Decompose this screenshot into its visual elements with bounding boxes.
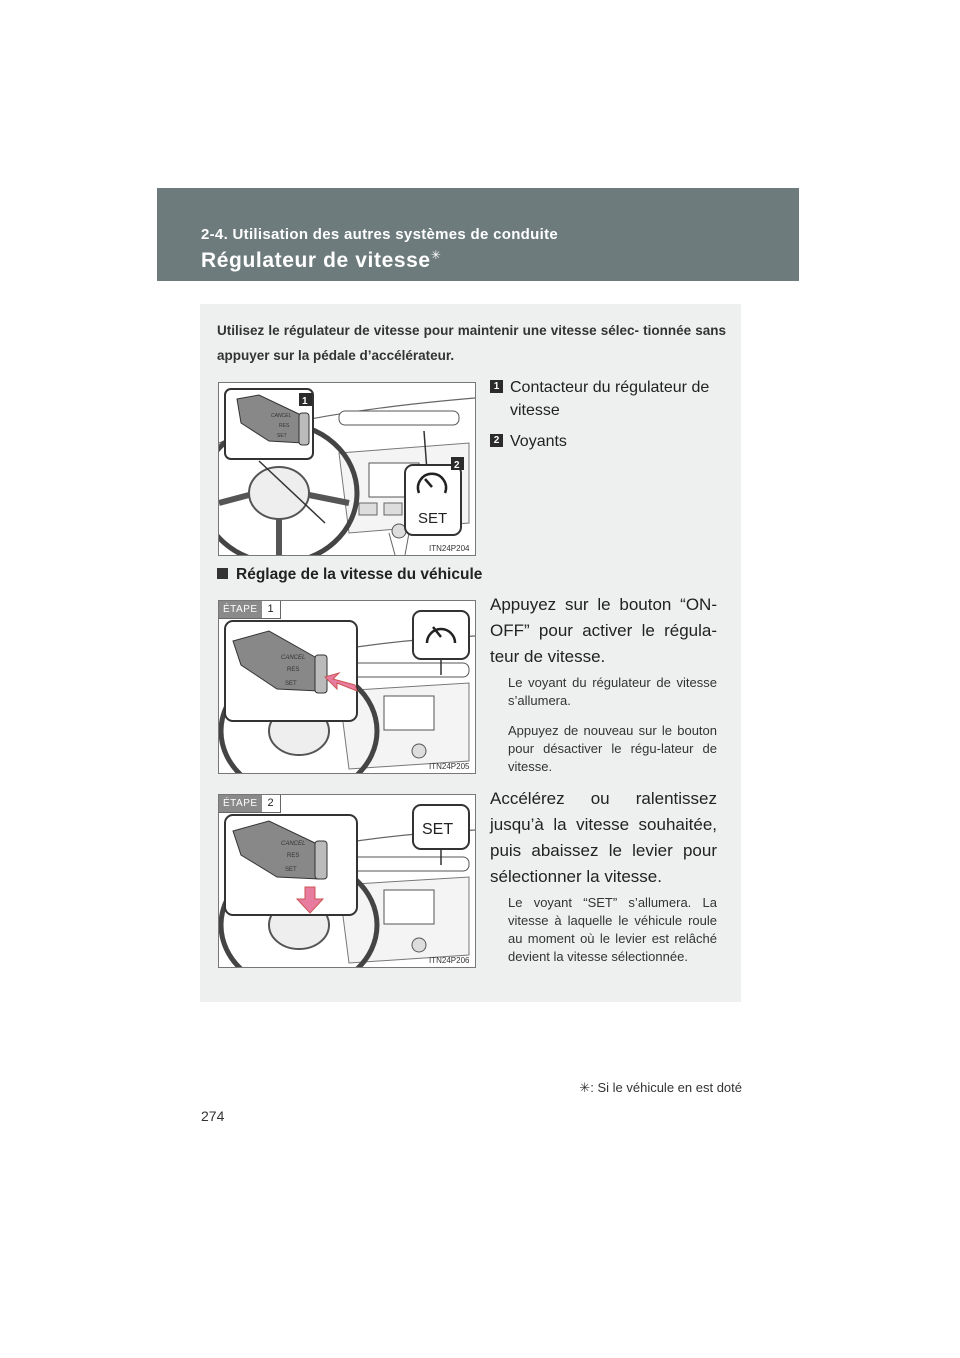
figure-step-2 xyxy=(218,794,476,968)
subheading-speed-setting xyxy=(217,566,482,584)
step1-figure-code: ITN24P205 xyxy=(429,762,470,771)
step-1-tag-number: 1 xyxy=(262,601,280,618)
step1-lever-label-set: SET xyxy=(285,681,297,687)
figure1-lever-label-res: RES xyxy=(279,423,290,429)
step1-lever-label-cancel: CANCEL xyxy=(281,655,306,661)
step1-lever-label-res: RES xyxy=(287,667,300,673)
step-1-tag-label: ÉTAPE xyxy=(219,601,262,618)
step-2-note-1: Le voyant “SET” s’allumera. La vitesse à laquelle le véhicule roule au moment où le levier est relâché devient la vitesse sélectionnée. xyxy=(508,895,717,964)
step-1-note-2: Appuyez de nouveau sur le bouton pour désactiver le régu-lateur de vitesse. xyxy=(508,723,717,774)
step-2-tag-label: ÉTAPE xyxy=(219,795,262,812)
step1-illustration xyxy=(219,601,475,773)
step-1-instruction: Appuyez sur le bouton “ON-OFF” pour activer le régula-teur de vitesse. xyxy=(490,595,717,666)
step-1-tag xyxy=(219,601,281,619)
legend-badge-2: 2 xyxy=(490,434,503,447)
figure1-code: ITN24P204 xyxy=(429,544,470,553)
step-2-tag xyxy=(219,795,281,813)
step2-lever-label-res: RES xyxy=(287,853,300,859)
step-2-instruction: Accélérez ou ralentissez jusqu’à la vitesse souhaitée, puis abaissez le levier pour sélectionner la vitesse. xyxy=(490,789,717,886)
asterisk-mark: ✳ xyxy=(430,248,442,262)
footnote-text: : Si le véhicule en est doté xyxy=(590,1080,742,1095)
page-title-text: Régulateur de vitesse xyxy=(201,249,431,272)
figure1-lever-label-set: SET xyxy=(277,433,287,439)
step-1-note-1: Le voyant du régulateur de vitesse s’allumera. xyxy=(508,675,717,708)
figure1-badge-2: 2 xyxy=(454,460,460,471)
legend-item-2 xyxy=(490,430,720,453)
cockpit-illustration xyxy=(219,383,475,555)
subheading-text: Réglage de la vitesse du véhicule xyxy=(236,566,483,583)
figure1-badge-1: 1 xyxy=(302,396,308,407)
step2-set-indicator: SET xyxy=(422,821,454,838)
figure-cruise-control-overview xyxy=(218,382,476,556)
figure-step-1 xyxy=(218,600,476,774)
step2-lever-label-cancel: CANCEL xyxy=(281,841,306,847)
intro-paragraph: Utilisez le régulateur de vitesse pour maintenir une vitesse sélec- tionnée sans appuyer sur la pédale d’accélérateur. xyxy=(217,323,726,363)
step2-illustration xyxy=(219,795,475,967)
legend-badge-1: 1 xyxy=(490,380,503,393)
page-number: 274 xyxy=(201,1108,225,1124)
bullet-square-icon xyxy=(217,568,228,579)
footnote-asterisk: ✳ xyxy=(579,1080,591,1095)
legend-item-1 xyxy=(490,376,720,422)
step2-lever-label-set: SET xyxy=(285,867,297,873)
legend-label-1: Contacteur du régulateur de vitesse xyxy=(510,379,710,419)
legend-label-2: Voyants xyxy=(510,433,567,450)
step-2-tag-number: 2 xyxy=(262,795,280,812)
step2-figure-code: ITN24P206 xyxy=(429,956,470,965)
footnote xyxy=(579,1080,742,1096)
figure1-legend xyxy=(490,376,720,461)
page-title xyxy=(201,248,441,273)
figure1-lever-label-cancel: CANCEL xyxy=(271,413,292,419)
section-header xyxy=(157,188,799,281)
section-title: 2-4. Utilisation des autres systèmes de conduite xyxy=(201,226,559,243)
figure1-set-indicator: SET xyxy=(418,510,448,527)
